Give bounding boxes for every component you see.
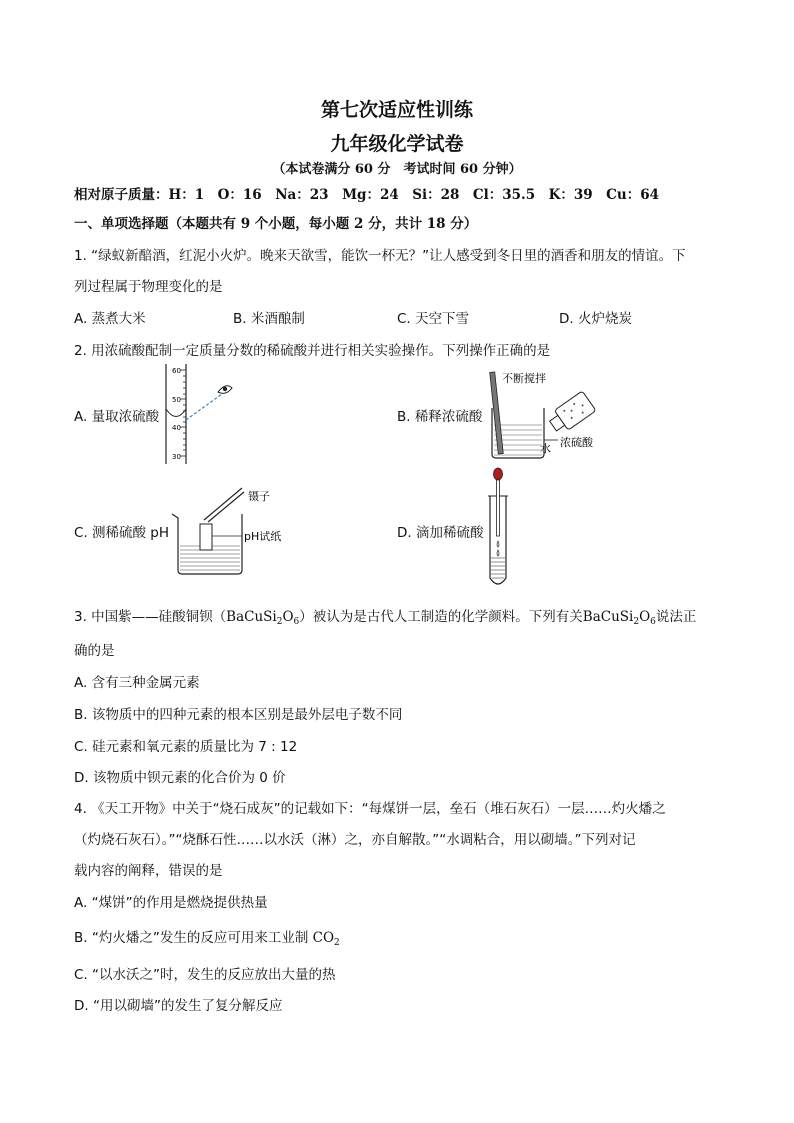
q1-stem-line1: 1. “绿蚁新醅酒，红泥小火炉。晚来天欲雪，能饮一杯无？”让人感受到冬日里的酒香和朋友的情谊。下 bbox=[74, 248, 686, 264]
q3-option-a: A. 含有三种金属元素 bbox=[74, 675, 200, 691]
page-subtitle: 九年级化学试卷 bbox=[330, 133, 464, 155]
q2-stem: 2. 用浓硫酸配制一定质量分数的稀硫酸并进行相关实验操作。下列操作正确的是 bbox=[74, 343, 551, 359]
dropper-figure bbox=[484, 466, 524, 591]
stir-label: 不断搅拌 bbox=[502, 372, 546, 385]
exam-note: （本试卷满分 60 分 考试时间 60 分钟） bbox=[272, 162, 522, 177]
eye-icon bbox=[218, 386, 232, 394]
water-label: 水 bbox=[540, 442, 551, 455]
page-title: 第七次适应性训练 bbox=[320, 99, 473, 121]
q3-option-c: C. 硅元素和氧元素的质量比为 7 : 12 bbox=[74, 739, 298, 755]
q4-stem-line1: 4. 《天工开物》中关于“烧石成灰”的记载如下：“每煤饼一层，垒石（堆石灰石）一层……灼火燔之 bbox=[74, 801, 666, 817]
q2-option-d: D. 滴加稀硫酸 bbox=[397, 525, 484, 541]
q1-option-b: B. 米酒酿制 bbox=[233, 311, 305, 327]
q4-stem-line2: （灼烧石灰石）。”“烧酥石性……以水沃（淋）之，亦自解散。”“水调粘合，用以砌墙。”下列对记 bbox=[74, 832, 636, 848]
q3-stem-line1: 3. 中国紫——硅酸铜钡$(BaCuSi_2O_6)$被认为是古代人工制造的化学颜料。下列有关$BaCuSi_2O_6$说法正 bbox=[74, 609, 697, 627]
q4-option-a: A. “煤饼”的作用是燃烧提供热量 bbox=[74, 895, 268, 911]
section-title: 一、单项选择题（本题共有 9 个小题，每小题 2 分，共计 18 分） bbox=[74, 216, 478, 232]
scale-30: 30 bbox=[172, 453, 181, 461]
q2-option-b: B. 稀释浓硫酸 bbox=[397, 409, 483, 425]
reagent-bottle bbox=[546, 391, 596, 436]
scale-40: 40 bbox=[172, 424, 181, 432]
ph-paper-label: pH试纸 bbox=[244, 530, 282, 543]
graduated-cylinder-figure bbox=[160, 364, 240, 464]
q1-option-c: C. 天空下雪 bbox=[397, 311, 470, 327]
tweezers-label: 镊子 bbox=[248, 490, 270, 503]
rubber-bulb-icon bbox=[494, 468, 503, 480]
q3-stem-line2: 确的是 bbox=[74, 643, 115, 659]
q1-option-a: A. 蒸煮大米 bbox=[74, 311, 146, 327]
q4-option-b: B. “灼火燔之”发生的反应可用来工业制 $CO_2$ bbox=[74, 930, 340, 948]
q2-option-a: A. 量取浓硫酸 bbox=[74, 409, 160, 425]
q1-option-d: D. 火炉烧炭 bbox=[559, 311, 632, 327]
q4-option-c: C. “以水沃之”时，发生的反应放出大量的热 bbox=[74, 967, 336, 983]
scale-50: 50 bbox=[172, 396, 181, 404]
q4-option-d: D. “用以砌墙”的发生了复分解反应 bbox=[74, 998, 283, 1014]
scale-60: 60 bbox=[172, 367, 181, 375]
ph-test-figure bbox=[170, 484, 295, 579]
q2-option-c: C. 测稀硫酸 pH bbox=[74, 525, 170, 541]
q3-option-b: B. 该物质中的四种元素的根本区别是最外层电子数不同 bbox=[74, 707, 403, 723]
acid-label: 浓硫酸 bbox=[560, 436, 593, 449]
q1-stem-line2: 列过程属于物理变化的是 bbox=[74, 279, 223, 295]
dilution-figure bbox=[488, 370, 613, 460]
q4-stem-line3: 载内容的阐释，错误的是 bbox=[74, 863, 223, 879]
q3-option-d: D. 该物质中钡元素的化合价为 0 价 bbox=[74, 770, 286, 786]
atomic-mass-line: 相对原子质量：H：1 O：16 Na：23 Mg：24 Si：28 Cl：35.5 K：39 Cu：64 bbox=[74, 187, 660, 203]
